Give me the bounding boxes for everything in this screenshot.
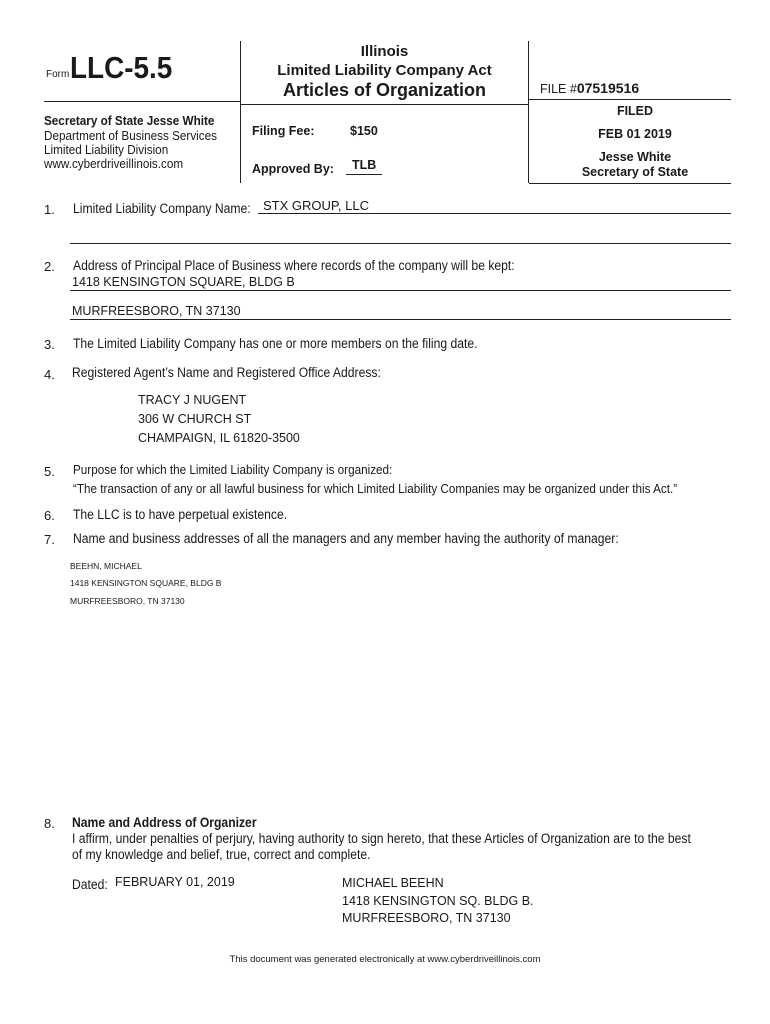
website: www.cyberdriveillinois.com <box>44 156 184 171</box>
agent-name: TRACY J NUGENT <box>138 393 247 407</box>
approved-by-value: TLB <box>352 158 377 172</box>
signer-title: Secretary of State <box>581 165 689 179</box>
principal-address-line1: 1418 KENSINGTON SQUARE, BLDG B <box>72 275 295 289</box>
principal-address-label: Address of Principal Place of Business where records of the company will be kept: <box>73 258 515 273</box>
title-state: Illinois <box>360 43 409 60</box>
affirmation-line2: of my knowledge and belief, true, correct and complete. <box>72 847 371 862</box>
organizer-city: MURFREESBORO, TN 37130 <box>342 911 511 925</box>
title-act: Limited Liability Company Act <box>277 62 492 79</box>
approved-by-underline <box>346 174 382 175</box>
header-divider <box>44 101 240 102</box>
organizer-title: Name and Address of Organizer <box>72 815 257 830</box>
form-prefix: Form <box>46 69 70 80</box>
item-number: 3. <box>44 337 55 352</box>
llc-name-value: STX GROUP, LLC <box>263 198 369 213</box>
llc-name-line-2 <box>70 243 731 244</box>
item-number: 1. <box>44 202 55 217</box>
agency-name: Secretary of State Jesse White <box>44 113 215 128</box>
organizer-name: MICHAEL BEEHN <box>342 876 444 890</box>
registered-agent-label: Registered Agent’s Name and Registered Office Address: <box>72 365 381 380</box>
form-number: LLC-5.5 <box>70 50 173 85</box>
item-number: 2. <box>44 259 55 274</box>
department: Department of Business Services <box>44 128 217 143</box>
agent-city: CHAMPAIGN, IL 61820-3500 <box>138 431 300 445</box>
file-number: FILE #07519516 <box>540 80 640 96</box>
item-number: 8. <box>44 816 55 831</box>
filed-date: FEB 01 2019 <box>598 127 672 141</box>
dated-label: Dated: <box>72 877 108 892</box>
affirmation-line1: I affirm, under penalties of perjury, having authority to sign hereto, that these Articles of Organization are to the best <box>72 831 691 846</box>
item-number: 4. <box>44 367 55 382</box>
item-number: 7. <box>44 532 55 547</box>
filed-label: FILED <box>616 104 654 118</box>
agent-street: 306 W CHURCH ST <box>138 412 252 426</box>
filed-bottom-rule <box>529 183 731 184</box>
principal-address-underline-1 <box>70 290 731 291</box>
title-doc: Articles of Organization <box>282 80 487 100</box>
filing-fee-label: Filing Fee: <box>252 124 315 138</box>
filing-fee-value: $150 <box>350 124 378 138</box>
dated-value: FEBRUARY 01, 2019 <box>115 875 235 889</box>
footer-note: This document was generated electronically at www.cyberdriveillinois.com <box>229 954 541 965</box>
manager-street: 1418 KENSINGTON SQUARE, BLDG B <box>70 578 222 588</box>
purpose-quote: “The transaction of any or all lawful business for which Limited Liability Companies may be organized under this Act.” <box>73 481 678 496</box>
organizer-street: 1418 KENSINGTON SQ. BLDG B. <box>342 894 534 908</box>
principal-address-underline-2 <box>70 319 731 320</box>
item-number: 5. <box>44 464 55 479</box>
approved-by-label: Approved By: <box>252 162 334 176</box>
manager-city: MURFREESBORO, TN 37130 <box>70 596 185 606</box>
perpetual-existence: The LLC is to have perpetual existence. <box>73 507 288 522</box>
title-divider <box>241 104 528 105</box>
file-divider <box>529 99 731 100</box>
managers-label: Name and business addresses of all the managers and any member having the authority of manager: <box>73 531 619 546</box>
members-statement: The Limited Liability Company has one or more members on the filing date. <box>73 336 478 351</box>
llc-name-line <box>258 213 731 214</box>
llc-name-label: Limited Liability Company Name: <box>73 201 251 216</box>
manager-name: BEEHN, MICHAEL <box>70 561 142 571</box>
principal-address-line2: MURFREESBORO, TN 37130 <box>72 304 241 318</box>
signer-name: Jesse White <box>598 150 672 164</box>
purpose-label: Purpose for which the Limited Liability Company is organized: <box>73 462 393 477</box>
division: Limited Liability Division <box>44 142 169 157</box>
item-number: 6. <box>44 508 55 523</box>
